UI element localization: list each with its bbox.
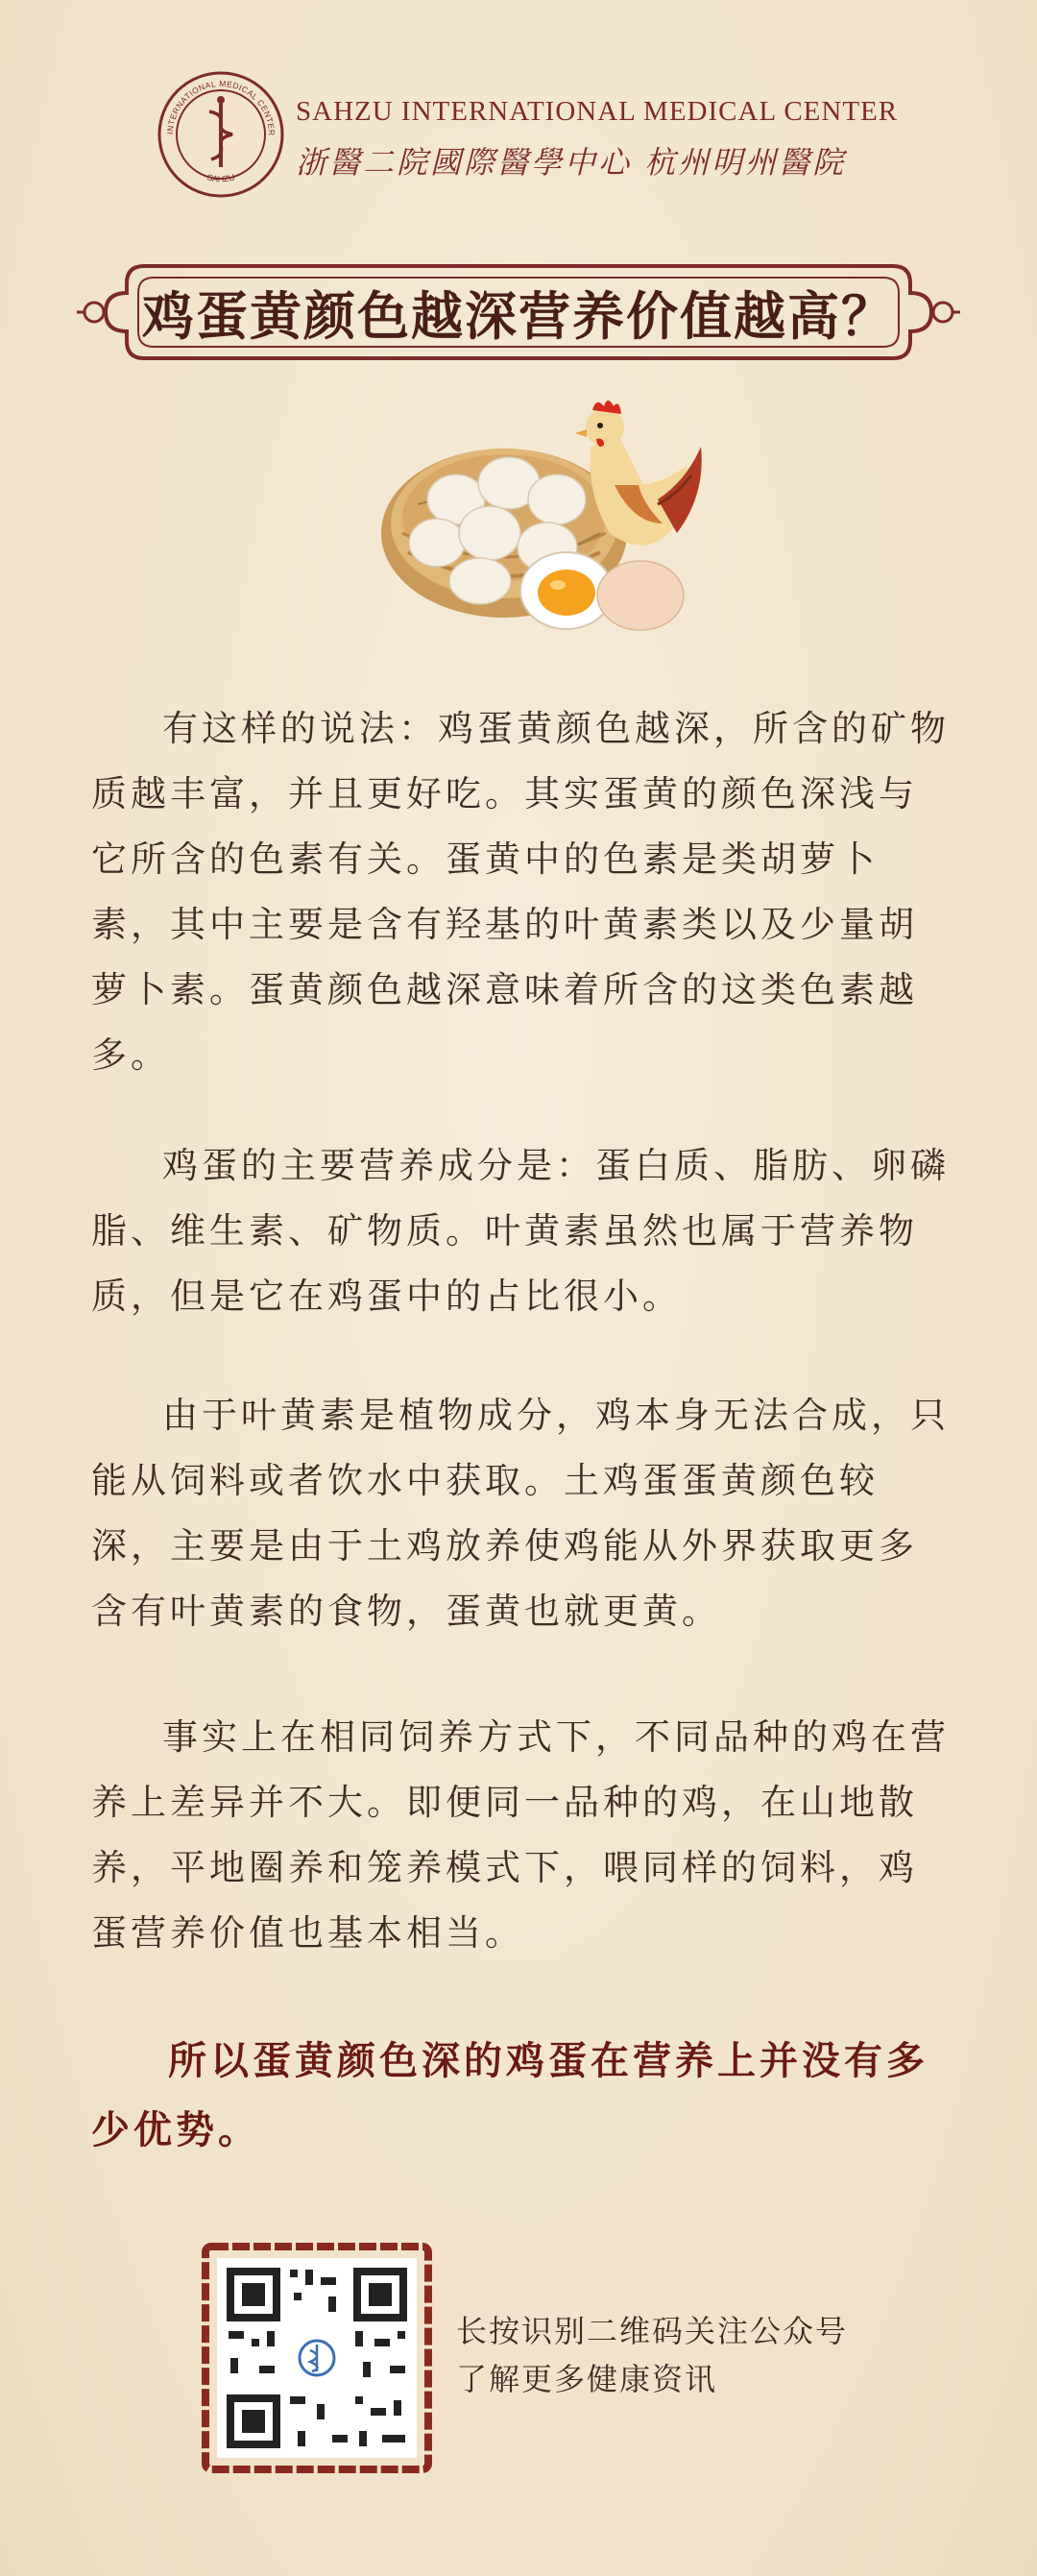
- hospital-logo: [154, 67, 288, 202]
- qr-caption: [456, 2307, 848, 2403]
- paragraph-3: 由于叶黄素是植物成分，鸡本身无法合成，只能从饲料或者饮水中获取。土鸡蛋蛋黄颜色较深，主要是由于土鸡放养使鸡能从外界获取更多含有叶黄素的食物，蛋黄也就更黄。: [91, 1395, 950, 1632]
- qr-caption-line-1: 长按识别二维码关注公众号: [456, 2313, 849, 2349]
- paragraph-2: 鸡蛋的主要营养成分是：蛋白质、脂肪、卵磷脂、维生素、矿物质。叶黄素虽然也属于营养物质，但是它在鸡蛋中的占比很小。: [91, 1145, 950, 1317]
- org-name-english: SAHZU INTERNATIONAL MEDICAL CENTER: [296, 96, 899, 127]
- qr-code[interactable]: [202, 2243, 432, 2473]
- qr-caption-line-2: 了解更多健康资讯: [456, 2361, 718, 2397]
- eggs-and-hen-illustration: [370, 389, 706, 648]
- paragraph-1: 有这样的说法：鸡蛋黄颜色越深，所含的矿物质越丰富，并且更好吃。其实蛋黄的颜色深浅与它所含的色素有关。蛋黄中的色素是类胡萝卜素，其中主要是含有羟基的叶黄素类以及少量胡萝卜素。蛋黄颜色越深意味着所含的这类色素越多。: [91, 708, 950, 1076]
- conclusion-text: 所以蛋黄颜色深的鸡蛋在营养上并没有多少优势。: [91, 2039, 928, 2152]
- paragraph-4: 事实上在相同饲养方式下，不同品种的鸡在营养上差异并不大。即便同一品种的鸡，在山地散养，平地圈养和笼养模式下，喂同样的饲料，鸡蛋营养价值也基本相当。: [91, 1716, 950, 1954]
- article-title: 鸡蛋黄颜色越深营养价值越高？: [142, 284, 895, 347]
- header: [154, 67, 899, 211]
- org-name-chinese: 浙醫二院國際醫學中心 杭州明州醫院: [296, 144, 847, 181]
- logo-ring-text: INTERNATIONAL MEDICAL CENTER: [164, 78, 277, 136]
- svg-text:SAHZU: [205, 172, 235, 183]
- logo-bottom-text: SAHZU: [205, 172, 236, 184]
